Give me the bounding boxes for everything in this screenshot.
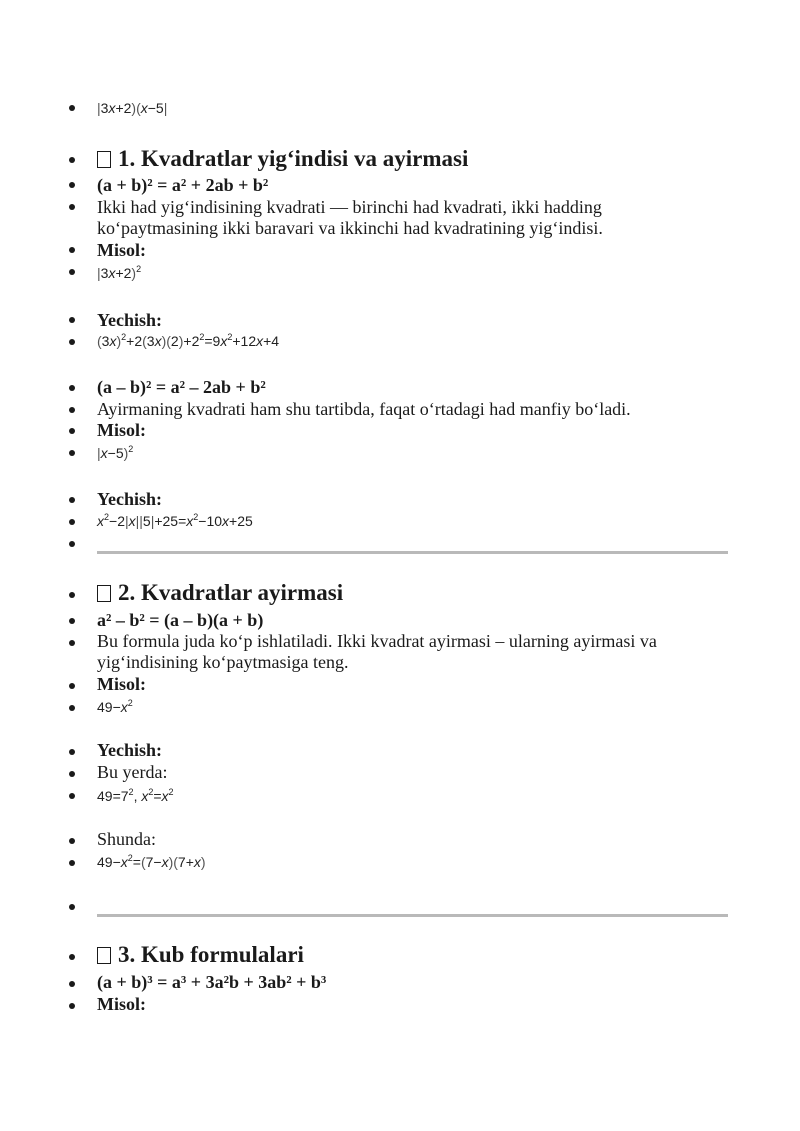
horizontal-rule <box>97 914 728 917</box>
misol-label: Misol: <box>97 420 146 440</box>
list-bullet <box>68 953 76 961</box>
horizontal-rule <box>97 551 728 554</box>
formula-cube-sum: (a + b)³ = a³ + 3a²b + 3ab² + b³ <box>97 972 327 992</box>
description-line: ko‘paytmasining ikki baravari va ikkinchi had kvadratining yig‘indisi. <box>97 218 603 238</box>
list-bullet <box>68 518 76 526</box>
list-bullet <box>68 316 76 324</box>
section-heading-1: 1. Kvadratlar yig‘indisi va ayirmasi <box>97 146 468 172</box>
description-line: Ayirmaning kvadrati ham shu tartibda, faqat o‘rtadagi had manfiy bo‘ladi. <box>97 399 631 419</box>
bu-yerda-label: Bu yerda: <box>97 762 168 782</box>
list-bullet <box>68 748 76 756</box>
shunda-label: Shunda: <box>97 829 157 849</box>
missing-glyph-icon <box>97 151 111 168</box>
misol-label: Misol: <box>97 240 146 260</box>
description-line: yig‘indisining ko‘paytmasiga teng. <box>97 652 349 672</box>
list-bullet <box>68 496 76 504</box>
list-bullet <box>68 540 76 548</box>
list-bullet <box>68 181 76 189</box>
misol-label: Misol: <box>97 674 146 694</box>
missing-glyph-icon <box>97 947 111 964</box>
list-bullet <box>68 156 76 164</box>
list-bullet <box>68 792 76 800</box>
section-heading-3: 3. Kub formulalari <box>97 942 304 968</box>
list-bullet <box>68 617 76 625</box>
math-example-3: $49-x^2$ <box>97 698 133 715</box>
yechish-label: Yechish: <box>97 310 163 330</box>
list-bullet <box>68 338 76 346</box>
math-step-2: $49-x^2=(7-x)(7+x)$ <box>97 853 206 870</box>
list-bullet <box>68 591 76 599</box>
math-example-2: |x−5)$^2$ <box>97 444 134 461</box>
list-bullet <box>68 903 76 911</box>
description-line: Ikki had yig‘indisining kvadrati — birinchi had kvadrati, ikki hadding <box>97 197 602 217</box>
list-bullet <box>68 104 76 112</box>
formula-square-sum: (a + b)² = a² + 2ab + b² <box>97 175 269 195</box>
description-line: Bu formula juda ko‘p ishlatiladi. Ikki kvadrat ayirmasi – ularning ayirmasi va <box>97 631 657 651</box>
list-bullet <box>68 1002 76 1010</box>
misol-label: Misol: <box>97 994 146 1014</box>
math-step-1: $49=7^2$, $x^2=x^2$ <box>97 787 174 804</box>
formula-diff-of-squares: a² – b² = (a – b)(a + b) <box>97 610 264 630</box>
math-solution-2: $x^2-2|x||5|+25=x^2-10x+25$ <box>97 512 253 529</box>
list-bullet <box>68 859 76 867</box>
list-bullet <box>68 384 76 392</box>
math-solution-1: $(3x)^2+2(3x)(2)+2^2=9x^2+12x+4$ <box>97 332 280 349</box>
formula-square-diff: (a – b)² = a² – 2ab + b² <box>97 377 266 397</box>
yechish-label: Yechish: <box>97 740 163 760</box>
list-bullet <box>68 268 76 276</box>
list-bullet <box>68 406 76 414</box>
list-bullet <box>68 427 76 435</box>
math-example-1: |3x+2)$^2$ <box>97 264 142 281</box>
yechish-label: Yechish: <box>97 489 163 509</box>
list-bullet <box>68 837 76 845</box>
list-bullet <box>68 639 76 647</box>
list-bullet <box>68 203 76 211</box>
list-bullet <box>68 704 76 712</box>
list-bullet <box>68 449 76 457</box>
missing-glyph-icon <box>97 585 111 602</box>
math-expression-top: |3x+2)(x−5| <box>97 100 168 116</box>
list-bullet <box>68 682 76 690</box>
list-bullet <box>68 246 76 254</box>
list-bullet <box>68 980 76 988</box>
section-heading-2: 2. Kvadratlar ayirmasi <box>97 580 343 606</box>
list-bullet <box>68 770 76 778</box>
